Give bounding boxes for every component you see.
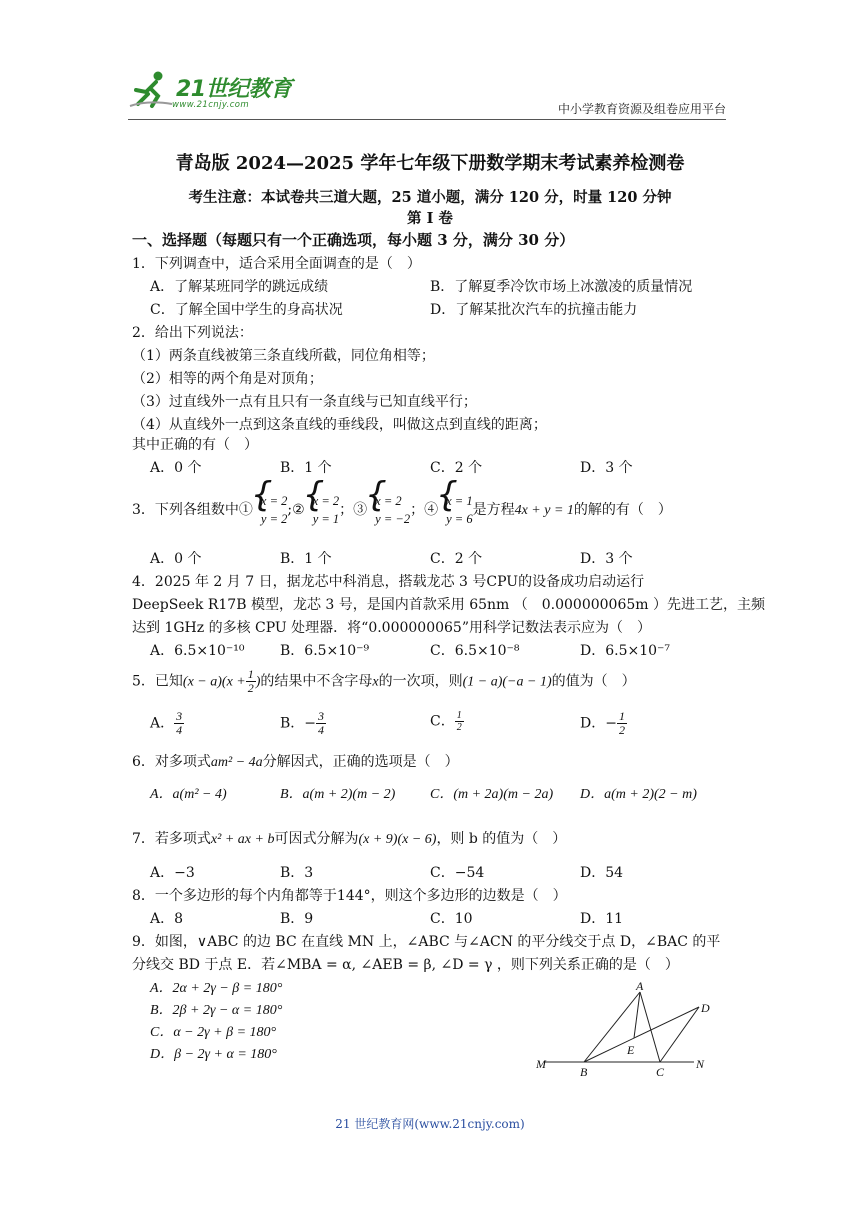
logo-url: www.21cnjy.com	[172, 100, 250, 110]
q3-system-2: { x = 2 y = 1	[305, 492, 339, 528]
q3-suffix-1: 是方程	[472, 502, 515, 518]
label-c: C	[656, 1065, 665, 1079]
q8-option-d: D．11	[580, 911, 624, 927]
q9-line-1: 9．如图，∨ABC 的边 BC 在直线 MN 上，∠ABC 与∠ACN 的平分线交于点 D，∠BAC 的平	[132, 934, 721, 950]
volume-heading: 第 I 卷	[407, 210, 453, 227]
q4-line-2: DeepSeek R17B 模型，龙芯 3 号，是国内首款采用 65nm （ 0.000000065m ）先进工艺，主频	[132, 597, 766, 613]
q9-option-d: D．β − 2γ + α = 180°	[150, 1047, 277, 1062]
q6-option-b: B．a(m + 2)(m − 2)	[280, 787, 396, 802]
q7-option-d: D．54	[580, 865, 624, 881]
q8-option-a: A．8	[150, 911, 184, 927]
site-logo	[128, 70, 292, 116]
q1-option-a: A．了解某班同学的跳远成绩	[150, 279, 329, 295]
q6-option-d: D．a(m + 2)(2 − m)	[580, 787, 697, 802]
q7-option-a: A．−3	[150, 865, 195, 881]
q3-system-3: { x = 2 y = −2	[367, 492, 410, 528]
exam-notice: 考生注意：本试卷共三道大题，25 道小题，满分 120 分，时量 120 分钟	[188, 189, 672, 206]
q4-option-a: A．6.5×10⁻¹⁰	[150, 643, 245, 659]
section-heading: 一、选择题（每题只有一个正确选项，每小题 3 分，满分 30 分）	[132, 231, 575, 249]
q2-statement-4: （4）从直线外一点到这条直线的垂线段，叫做这点到直线的距离；	[132, 417, 547, 433]
q9-option-b: B．2β + 2γ − α = 180°	[150, 1003, 283, 1018]
q9-option-c: C．α − 2γ + β = 180°	[150, 1025, 277, 1040]
q9-line-2: 分线交 BD 于点 E．若∠MBA = α, ∠AEB = β, ∠D = γ ，则下列关系正确的是（ ）	[132, 957, 679, 973]
q5-fraction-half: $\frac{1}{2}$	[247, 667, 254, 695]
q2-statement-2: （2）相等的两个角是对顶角；	[132, 371, 323, 387]
q4-option-c: C．6.5×10⁻⁸	[430, 643, 520, 659]
q4-line-1: 4．2025 年 2 月 7 日，据龙芯中科消息，搭载龙芯 3 号CPU的设备成功启动运行	[132, 574, 645, 590]
logo-text: 21世纪教育	[176, 77, 292, 102]
q2-question: 其中正确的有（ ）	[132, 437, 258, 453]
q5-expression-1-end: )	[255, 674, 261, 690]
q5-prefix: 5．已知	[132, 673, 183, 690]
header-divider	[128, 119, 726, 120]
q5-expression-2: (1 − a)(−a − 1)	[462, 674, 552, 690]
q8-option-b: B．9	[280, 911, 314, 927]
q7-polynomial: x² + ax + b	[210, 832, 275, 847]
q5-option-c: C． $\frac{1}{2}$	[430, 710, 462, 733]
q1-stem: 1．下列调查中，适合采用全面调查的是（ ）	[132, 256, 421, 272]
q6-option-c: C．(m + 2a)(m − 2a)	[430, 787, 554, 802]
q3-sep-4: ；④	[410, 502, 439, 518]
q6-option-a: A．a(m² − 4)	[150, 787, 227, 802]
label-n: N	[696, 1057, 705, 1071]
runner-logo-icon	[128, 70, 174, 110]
q2-option-c: C．2 个	[430, 460, 483, 476]
q2-stem: 2．给出下列说法：	[132, 325, 253, 341]
q9-option-a: A．2α + 2γ − β = 180°	[150, 981, 283, 996]
q7-stem: 7．若多项式x² + ax + b可因式分解为(x + 9)(x − 6)，则 b 的值为（ ）	[132, 831, 567, 847]
q5-end: 的值为（ ）	[551, 673, 636, 690]
exam-title: 青岛版 2024—2025 学年七年级下册数学期末考试素养检测卷	[175, 153, 685, 174]
q1-option-d: D．了解某批次汽车的抗撞击能力	[430, 302, 638, 318]
q4-option-d: D．6.5×10⁻⁷	[580, 643, 671, 659]
q9-geometry-figure	[536, 982, 716, 1082]
segment-bd	[584, 1007, 699, 1062]
q5-stem	[132, 668, 636, 695]
q5-option-a: A． $\frac{3}{4}$	[150, 709, 183, 737]
q6-stem: 6．对多项式am² − 4a分解因式，正确的选项是（ ）	[132, 754, 459, 770]
q3-equation: 4x + y = 1	[514, 503, 574, 518]
q8-stem: 8．一个多边形的每个内角都等于144°，则这个多边形的边数是（ ）	[132, 888, 567, 904]
q3-suffix-2: 的解的有（ ）	[573, 502, 672, 518]
q4-line-3: 达到 1GHz 的多核 CPU 处理器．将“0.000000065”用科学记数法表示应为（ ）	[132, 620, 651, 636]
label-e: E	[627, 1043, 635, 1057]
q7-option-b: B．3	[280, 865, 314, 881]
q3-system-1: { x = 2 y = 2	[253, 492, 287, 528]
q3-system-4: { x = 1 y = 6	[438, 492, 472, 528]
q3-option-a: A．0 个	[150, 551, 202, 567]
q2-statement-1: （1）两条直线被第三条直线所截，同位角相等；	[132, 348, 435, 364]
q5-expression-1: (x − a)(x +	[182, 674, 246, 690]
q1-option-c: C．了解全国中学生的身高状况	[150, 302, 343, 318]
q3-option-d: D．3 个	[580, 551, 633, 567]
q1-option-b: B．了解夏季冷饮市场上冰激凌的质量情况	[430, 279, 693, 295]
q2-statement-3: （3）过直线外一点有且只有一条直线与已知直线平行；	[132, 394, 477, 410]
segment-cd	[660, 1007, 699, 1062]
q8-option-c: C．10	[430, 911, 473, 927]
q3-stem	[132, 492, 672, 528]
q2-option-a: A．0 个	[150, 460, 202, 476]
q5-mid: 的结果中不含字母	[260, 673, 373, 690]
label-b: B	[580, 1065, 588, 1079]
q5-option-b: B．− $\frac{3}{4}$	[280, 709, 325, 737]
q2-option-b: B．1 个	[280, 460, 332, 476]
q5-mid-2: 的一次项，则	[378, 673, 463, 690]
q2-option-d: D．3 个	[580, 460, 633, 476]
q3-option-b: B．1 个	[280, 551, 332, 567]
q3-option-c: C．2 个	[430, 551, 483, 567]
label-a: A	[636, 982, 644, 993]
q3-sep-2: ;②	[287, 502, 305, 518]
q4-option-b: B．6.5×10⁻⁹	[280, 643, 370, 659]
platform-tagline: 中小学教育资源及组卷应用平台	[557, 102, 726, 116]
q7-option-c: C．−54	[430, 865, 485, 881]
label-d: D	[701, 1001, 710, 1015]
label-m: M	[536, 1057, 546, 1071]
q7-factorization: (x + 9)(x − 6)	[358, 832, 437, 847]
q3-sep-3: ；③	[339, 502, 368, 518]
q5-option-d: D．− $\frac{1}{2}$	[580, 709, 625, 737]
footer-link[interactable]: 21 世纪教育网(www.21cnjy.com)	[335, 1117, 525, 1131]
q3-prefix: 3．下列各组数中①	[132, 502, 253, 518]
q5-variable: x	[372, 674, 379, 690]
q6-polynomial: am² − 4a	[210, 755, 263, 770]
